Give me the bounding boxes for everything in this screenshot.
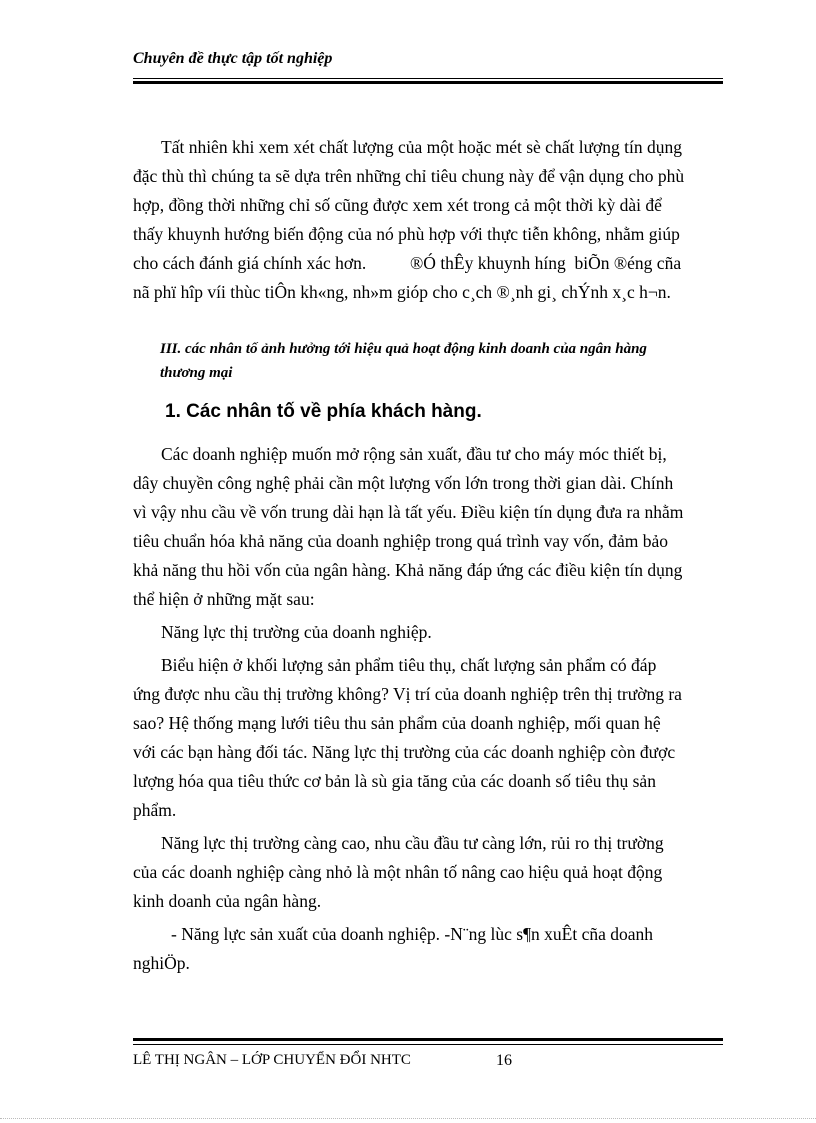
section-heading-line: thương mại	[160, 365, 233, 381]
paragraph-b: Năng lực thị trường của doanh nghiệp.	[161, 622, 432, 642]
running-footer	[133, 1052, 723, 1069]
section-heading	[160, 337, 720, 385]
footer-rule-thin	[133, 1044, 723, 1045]
page-bottom-dotted-line	[0, 1118, 816, 1120]
header-rule-thin	[133, 78, 723, 79]
text-line: cho cách đánh giá chính xác hơn. ®Ó thÊy khuynh híng biÕn ®éng cña	[133, 253, 682, 273]
text-line: Các doanh nghiệp muốn mở rộng sản xuất, đầu tư cho máy móc thiết bị,	[161, 444, 667, 464]
text-line: vì vậy nhu cầu về vốn trung dài hạn là tất yếu. Điều kiện tín dụng đưa ra nhằm	[133, 502, 684, 522]
paragraph-d	[133, 829, 723, 916]
text-line: lượng hóa qua tiêu thức cơ bản là sù gia tăng của các doanh số tiêu thụ sản	[133, 771, 656, 791]
text-line: thể hiện ở những mặt sau:	[133, 589, 315, 609]
text-line: kinh doanh của ngân hàng.	[133, 891, 322, 911]
text-line: ứng được nhu cầu thị trường không? Vị trí của doanh nghiệp trên thị trường ra	[133, 684, 682, 704]
text-line: nã phï hîp víi thùc tiÔn kh«ng, nh»m gióp cho c¸ch ®¸nh gi¸ chÝnh x¸c h¬n.	[133, 282, 671, 302]
paragraph-a	[133, 440, 723, 614]
paragraph-e	[133, 920, 723, 978]
text-line: khả năng thu hồi vốn của ngân hàng. Khả năng đáp ứng các điều kiện tín dụng	[133, 560, 683, 580]
subheading: 1. Các nhân tố về phía khách hàng.	[165, 401, 482, 422]
text-line: của các doanh nghiệp càng nhỏ là một nhân tố nâng cao hiệu quả hoạt động	[133, 862, 663, 882]
intro-paragraph	[133, 133, 723, 307]
text-line: - Năng lực sản xuất của doanh nghiệp. -N¨ng lùc s¶n xuÊt cña doanh	[171, 924, 654, 944]
text-line: với các bạn hàng đối tác. Năng lực thị trường của các doanh nghiệp còn được	[133, 742, 676, 762]
text-line: hợp, đồng thời những chỉ số cũng được xem xét trong cả một thời kỳ dài để	[133, 195, 662, 215]
text-line: Biểu hiện ở khối lượng sản phẩm tiêu thụ, chất lượng sản phẩm có đáp	[161, 655, 657, 675]
section-heading-line: III. các nhân tố ảnh hưởng tới hiệu quả hoạt động kinh doanh của ngân hàng	[160, 341, 647, 357]
paragraph-c	[133, 651, 723, 825]
footer-rule-thick	[133, 1038, 723, 1041]
text-line: dây chuyền công nghệ phải cần một lượng vốn lớn trong thời gian dài. Chính	[133, 473, 674, 493]
text-line: tiêu chuẩn hóa khả năng của doanh nghiệp trong quá trình vay vốn, đảm bảo	[133, 531, 669, 551]
main-body	[133, 440, 723, 978]
text-line: sao? Hệ thống mạng lưới tiêu thu sản phẩm của doanh nghiệp, mối quan hệ	[133, 713, 661, 733]
page-number: 16	[496, 1052, 512, 1069]
text-line: đặc thù thì chúng ta sẽ dựa trên những chỉ tiêu chung này để vận dụng cho phù	[133, 166, 685, 186]
text-line: Năng lực thị trường càng cao, nhu cầu đầu tư càng lớn, rủi ro thị trường	[161, 833, 664, 853]
header-rule-thick	[133, 81, 723, 84]
text-line: phẩm.	[133, 800, 177, 820]
text-line: thấy khuynh hướng biến động của nó phù hợp với thực tiễn không, nhằm giúp	[133, 224, 680, 244]
text-line: nghiÖp.	[133, 953, 190, 973]
running-header: Chuyên đề thực tập tốt nghiệp	[133, 50, 333, 67]
footer-author: LÊ THỊ NGÂN – LỚP CHUYỂN ĐỔI NHTC	[133, 1052, 411, 1068]
text-line: Tất nhiên khi xem xét chất lượng của một hoặc mét sè chất lượng tín dụng	[161, 137, 683, 157]
